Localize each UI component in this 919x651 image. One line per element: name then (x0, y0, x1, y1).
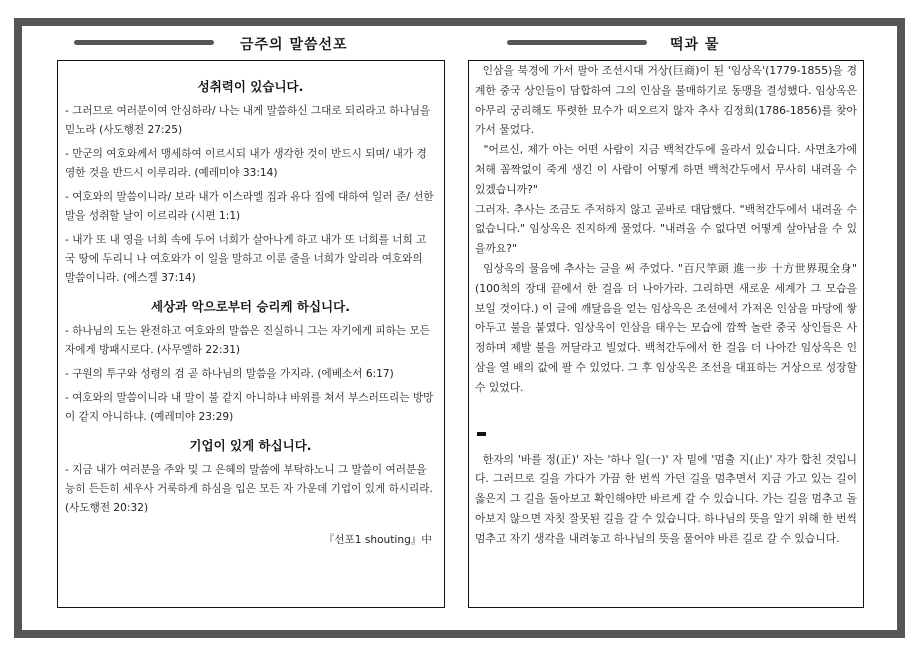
verse-item: - 그러므로 여러분이여 안심하라/ 나는 내게 말씀하신 그대로 되리라고 하나님을 믿노라 (사도행전 27:25) (65, 105, 431, 136)
section-marker (477, 432, 486, 436)
left-heading: 금주의 말씀선포 (240, 37, 348, 53)
verse-item: - 여호와의 말씀이니라 내 말이 불 같지 아니하냐 바위를 쳐서 부스러뜨리는 방망이 같지 아니하냐. (예레미야 23:29) (65, 392, 434, 423)
reflection-paragraph: 한자의 '바를 정(正)' 자는 '하나 일(一)' 자 밑에 '멈출 지(止)' 자가 합친 것입니다. 그러므로 길을 가다가 가끔 한 번씩 가던 길을 멈추면서 지금 가고 있는 길이 옳은지 그 길을 돌아보고 확인해야만 바르게 갈 수 있습니다. 가는 길을 멈추고 돌아보지 않으면 자칫 잘못된 길을 갈 수 있습니다. 하나님의 뜻을 알기 위해 한 번씩 멈추고 자기 생각을 내려놓고 하나님의 뜻을 물어야 바른 길로 갈 수 있습니다. (475, 452, 861, 545)
story-paragraph: 인삼을 북경에 가서 팔아 조선시대 거상(巨商)이 된 '임상옥'(1779-1855)을 경계한 중국 상인들이 담합하여 그의 인삼을 불매하기로 동맹을 결성했다. 임상옥은 아무리 궁리해도 뚜렷한 묘수가 떠오르지 않자 추사 김정희(1786-1856)를 찾아가서 물었다. (475, 64, 861, 137)
verse-item: - 내가 또 내 영을 너희 속에 두어 너희가 살아나게 하고 내가 또 너희를 너희 고국 땅에 두리니 나 여호와가 이 일을 말하고 이룬 줄을 너희가 알리라 여호와의 말씀이니라. (에스겔 37:14) (65, 234, 427, 284)
section-victory (65, 297, 436, 427)
verse-item: - 하나님의 도는 완전하고 여호와의 말씀은 진실하니 그는 자기에게 피하는 모든 자에게 방패시로다. (사무엘하 22:31) (65, 325, 430, 356)
verse-item: - 만군의 여호와께서 맹세하여 이르시되 내가 생각한 것이 반드시 되며/ 내가 경영한 것을 반드시 이루리라. (예레미야 33:14) (65, 148, 427, 179)
sermon-box (57, 60, 445, 608)
right-heading: 떡과 물 (670, 37, 720, 53)
section-fulfillment (65, 77, 436, 288)
left-heading-bar (74, 40, 214, 45)
section-title: 기업이 있게 하십니다. (189, 438, 312, 453)
right-heading-bar (507, 40, 647, 45)
section-title: 성취력이 있습니다. (197, 79, 304, 94)
story-box (468, 60, 864, 608)
section-title: 세상과 악으로부터 승리케 하십니다. (151, 299, 350, 314)
story-paragraph: 임상옥의 물음에 추사는 글을 써 주었다. "百尺竿頭 進一步 十方世界現全身"(100척의 장대 끝에서 한 걸음 더 나아가라. 그리하면 새로운 세계가 그 모습을 보일 것이다.) 이 글에 깨달음을 얻는 임상옥은 조선에서 가져온 인삼을 마당에 쌓아두고 불을 붙였다. 임상옥이 인삼을 태우는 모습에 깜짝 놀란 중국 상인들은 사정하며 제발 불을 꺼달라고 빌었다. 백척간두에서 한 걸음 더 나아간 임상옥은 인삼을 열 배의 값에 팔 수 있었다. 그 후 임상옥은 조선을 대표하는 거상으로 성장할 수 있었다. (475, 261, 861, 394)
verse-item: - 지금 내가 여러분을 주와 및 그 은혜의 말씀에 부탁하노니 그 말씀이 여러분을 능히 든든히 세우사 거룩하게 하심을 입은 모든 자 가운데 기업이 있게 하시리라. (사도행전 20:32) (65, 464, 433, 514)
section-inheritance (65, 436, 436, 518)
story-paragraph: 그러자. 추사는 조금도 주저하지 않고 곧바로 대답했다. "백척간두에서 내려올 수 없습니다." 임상옥은 진지하게 물었다. "내려올 수 없다면 어떻게 살아남을 수 있을까요?" (475, 202, 861, 256)
verse-item: - 여호와의 말씀이니라/ 보라 내가 이스라엘 집과 유다 집에 대하여 일러 준/ 선한 말을 성취할 날이 이르리라 (시편 1:1) (65, 191, 434, 222)
story-paragraph: "어르신, 제가 아는 어떤 사람이 지금 백척간두에 올라서 있습니다. 사면초가에 처해 꼼짝없이 죽게 생긴 이 사람이 어떻게 하면 백척간두에서 무사히 내려올 수 있겠습니까?" (475, 143, 861, 196)
source-citation: 『선포1 shouting』中 (323, 534, 432, 546)
verse-item: - 구원의 투구와 성령의 검 곧 하나님의 말씀을 가지라. (에베소서 6:17) (65, 368, 394, 380)
